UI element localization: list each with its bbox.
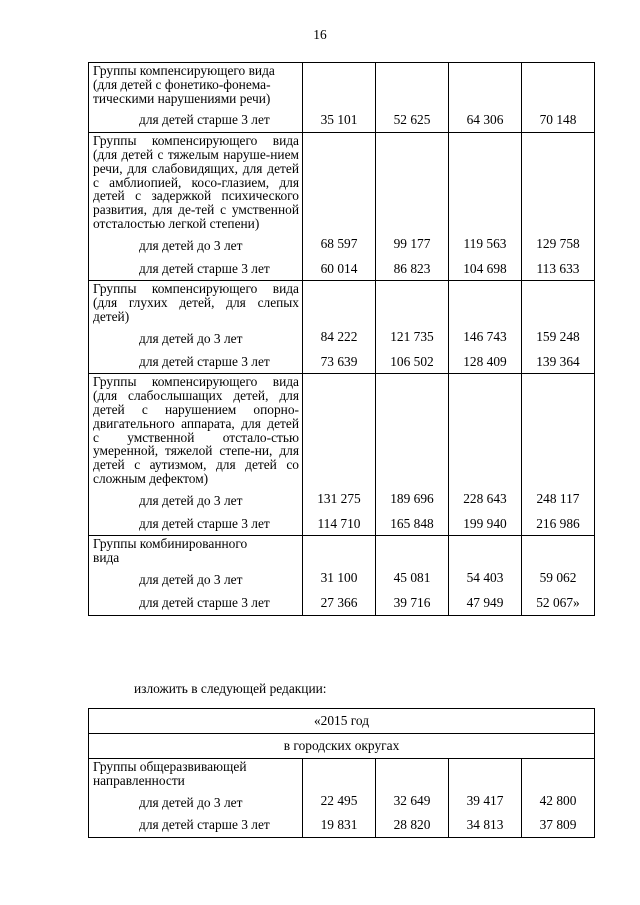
tariff-table-new bbox=[88, 708, 595, 838]
group-row bbox=[89, 374, 595, 536]
row-label: для детей старше 3 лет bbox=[139, 515, 270, 531]
page-number: 16 bbox=[313, 27, 327, 42]
group-title: Группы компенсирующего вида (для слабослышащих детей, для детей с нарушением опорно-двигательного аппарата, для детей с умственной отстало-стью умеренной, тяжелой степе-ни, для детей с аутизмом, для детей со сложным дефектом) bbox=[93, 374, 299, 486]
row-label: для детей старше 3 лет bbox=[139, 353, 270, 369]
group-row bbox=[89, 63, 595, 133]
value-cell: 139 364 bbox=[536, 353, 580, 369]
amendment-instruction: изложить в следующей редакции: bbox=[134, 681, 327, 696]
value-cell: 22 495 bbox=[320, 792, 358, 808]
row-label: для детей до 3 лет bbox=[139, 330, 243, 346]
value-cell: 216 986 bbox=[536, 515, 580, 531]
value-cell: 34 813 bbox=[466, 817, 504, 833]
value-cell: 165 848 bbox=[390, 515, 434, 531]
group-row bbox=[89, 536, 595, 615]
value-cell: 106 502 bbox=[390, 353, 434, 369]
value-cell: 121 735 bbox=[390, 328, 434, 344]
value-cell: 70 148 bbox=[522, 63, 595, 133]
value-cell: 99 177 bbox=[393, 235, 431, 251]
tariff-table-previous bbox=[88, 62, 595, 616]
value-cell: 189 696 bbox=[390, 490, 434, 506]
year-header: «2015 год bbox=[89, 709, 595, 734]
value-cell: 228 643 bbox=[463, 490, 507, 506]
value-cell: 146 743 bbox=[463, 328, 507, 344]
value-cell: 248 117 bbox=[536, 490, 580, 506]
value-cell: 113 633 bbox=[536, 260, 580, 276]
group-row bbox=[89, 133, 595, 281]
value-cell: 59 062 bbox=[539, 569, 577, 585]
row-label: для детей до 3 лет bbox=[139, 794, 243, 810]
value-cell: 35 101 bbox=[303, 63, 376, 133]
group-title: Группы компенсирующего вида (для глухих детей, для слепых детей) bbox=[93, 281, 299, 324]
value-cell: 159 248 bbox=[536, 328, 580, 344]
region-header: в городских округах bbox=[89, 734, 595, 759]
value-cell: 64 306 bbox=[449, 63, 522, 133]
value-cell: 37 809 bbox=[539, 817, 577, 833]
row-label: для детей до 3 лет bbox=[139, 571, 243, 587]
value-cell: 28 820 bbox=[393, 817, 431, 833]
value-cell: 27 366 bbox=[320, 594, 358, 610]
value-cell: 84 222 bbox=[320, 328, 358, 344]
group-title: Группы комбинированного вида bbox=[93, 536, 248, 566]
value-cell: 52 625 bbox=[376, 63, 449, 133]
value-cell: 131 275 bbox=[317, 490, 361, 506]
group-row bbox=[89, 281, 595, 374]
row-label: для детей до 3 лет bbox=[139, 237, 243, 253]
group-row bbox=[89, 759, 595, 838]
value-cell: 199 940 bbox=[463, 515, 507, 531]
value-cell: 47 949 bbox=[466, 594, 504, 610]
value-cell: 45 081 bbox=[393, 569, 431, 585]
value-cell: 86 823 bbox=[393, 260, 431, 276]
value-cell: 68 597 bbox=[320, 235, 358, 251]
value-cell: 42 800 bbox=[539, 792, 577, 808]
row-label: для детей старше 3 лет bbox=[139, 112, 270, 128]
value-cell: 52 067» bbox=[536, 594, 580, 610]
value-cell: 129 758 bbox=[536, 235, 580, 251]
group-title: Группы общеразвивающей направленности bbox=[93, 759, 247, 788]
value-cell: 114 710 bbox=[317, 515, 361, 531]
group-title: Группы компенсирующего вида (для детей с тяжелым наруше-нием речи, для слабовидящих, для детей с амблиопией, косо-глазием, для детей с задержкой психического развития, для де-тей с умственной отсталостью легкой степени) bbox=[93, 133, 299, 231]
row-label: для детей до 3 лет bbox=[139, 492, 243, 508]
group-title: Группы компенсирующего вида (для детей с фонетико-фонема-тическими нарушениями речи) bbox=[93, 63, 275, 106]
row-label: для детей старше 3 лет bbox=[139, 260, 270, 276]
value-cell: 31 100 bbox=[320, 569, 358, 585]
value-cell: 119 563 bbox=[463, 235, 507, 251]
value-cell: 73 639 bbox=[320, 353, 358, 369]
value-cell: 128 409 bbox=[463, 353, 507, 369]
value-cell: 32 649 bbox=[393, 792, 431, 808]
value-cell: 39 716 bbox=[393, 594, 431, 610]
value-cell: 60 014 bbox=[320, 260, 358, 276]
row-label: для детей старше 3 лет bbox=[139, 817, 270, 833]
value-cell: 19 831 bbox=[320, 817, 358, 833]
value-cell: 104 698 bbox=[463, 260, 507, 276]
row-label: для детей старше 3 лет bbox=[139, 594, 270, 610]
value-cell: 39 417 bbox=[466, 792, 504, 808]
value-cell: 54 403 bbox=[466, 569, 504, 585]
